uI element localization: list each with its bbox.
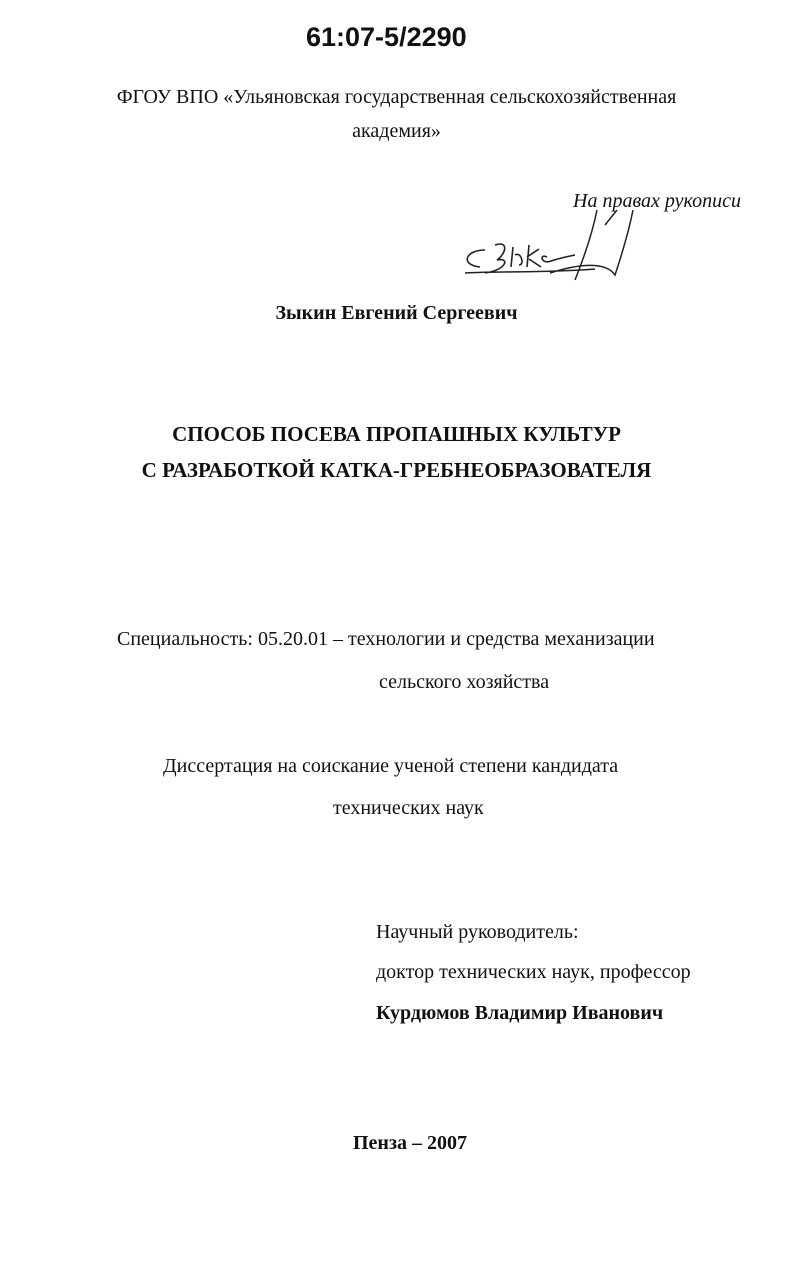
title-line2: С РАЗРАБОТКОЙ КАТКА-ГРЕБНЕОБРАЗОВАТЕЛЯ: [141, 458, 652, 482]
manuscript-note: На правах рукописи: [573, 190, 741, 212]
degree-line2: технических наук: [333, 797, 484, 819]
institution-line2: академия»: [352, 120, 441, 142]
supervisor-title: доктор технических наук, профессор: [376, 961, 691, 983]
supervisor-name: Курдюмов Владимир Иванович: [376, 1002, 664, 1024]
place-year: Пенза – 2007: [353, 1132, 467, 1154]
supervisor-label: Научный руководитель:: [376, 921, 579, 943]
author-signature: [455, 205, 655, 285]
specialty-line1: Специальность: 05.20.01 – технологии и средства механизации: [117, 628, 655, 650]
author-name: Зыкин Евгений Сергеевич: [275, 302, 518, 324]
title-line1: СПОСОБ ПОСЕВА ПРОПАШНЫХ КУЛЬТУР: [172, 422, 621, 446]
degree-line1: Диссертация на соискание ученой степени кандидата: [163, 755, 619, 777]
institution-line1: ФГОУ ВПО «Ульяновская государственная сельскохозяйственная: [116, 86, 677, 108]
specialty-line2: сельского хозяйства: [379, 671, 550, 693]
document-code: 61:07-5/2290: [306, 22, 467, 52]
